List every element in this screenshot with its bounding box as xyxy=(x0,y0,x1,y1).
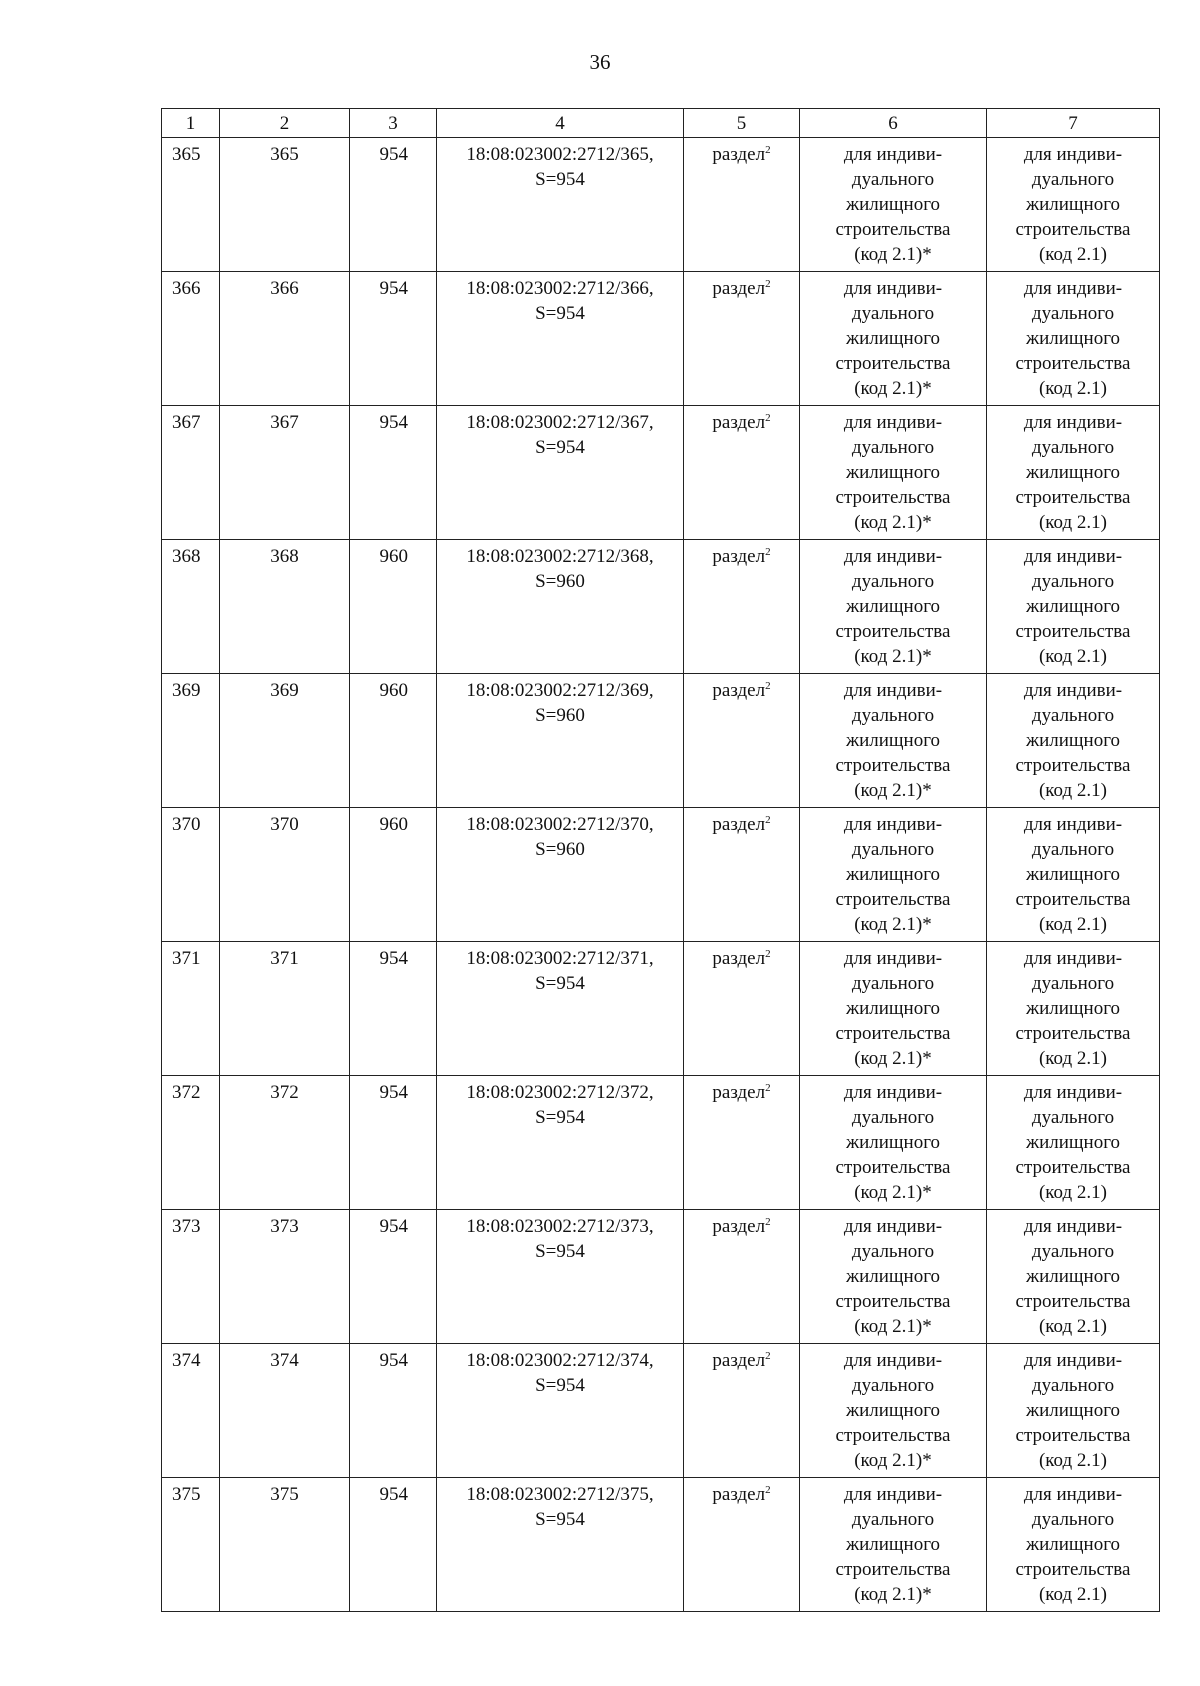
use-type-line: дуального xyxy=(851,1375,935,1396)
row-number-cell: 372 xyxy=(162,1076,220,1210)
cadastral-area: S=954 xyxy=(535,437,585,458)
cadastral-area: S=954 xyxy=(535,1107,585,1128)
cadastral-number: 18:08:023002:2712/373, xyxy=(466,1216,654,1237)
land-plot-table xyxy=(161,108,1160,1612)
footnote-mark: 2 xyxy=(765,1082,771,1094)
cadastral-area: S=960 xyxy=(535,705,585,726)
row-number-cell: 367 xyxy=(162,406,220,540)
cadastral-number: 18:08:023002:2712/370, xyxy=(466,814,654,835)
permitted-use-cell xyxy=(987,1076,1160,1210)
permitted-use-line: для индиви- xyxy=(1023,948,1123,969)
use-type-line: строительства xyxy=(835,1425,951,1446)
use-type-cell xyxy=(800,1210,987,1344)
section-label: раздел xyxy=(712,1350,766,1371)
permitted-use-line: дуального xyxy=(1031,1107,1115,1128)
column-header: 7 xyxy=(987,109,1160,138)
table-row xyxy=(162,540,1160,674)
use-type-line: жилищного xyxy=(845,194,941,215)
permitted-use-line: строительства xyxy=(1015,219,1131,240)
table-row xyxy=(162,1344,1160,1478)
cadastral-area: S=954 xyxy=(535,303,585,324)
area-cell: 954 xyxy=(350,1210,437,1344)
column-header: 3 xyxy=(350,109,437,138)
use-type-cell xyxy=(800,1478,987,1612)
cadastral-number: 18:08:023002:2712/374, xyxy=(466,1350,654,1371)
cadastral-cell xyxy=(437,138,684,272)
row-number-cell: 366 xyxy=(162,272,220,406)
cadastral-number: 18:08:023002:2712/372, xyxy=(466,1082,654,1103)
permitted-use-line: строительства xyxy=(1015,1559,1131,1580)
permitted-use-line: строительства xyxy=(1015,1425,1131,1446)
row-number-cell: 370 xyxy=(162,808,220,942)
use-type-line: дуального xyxy=(851,705,935,726)
table-row xyxy=(162,138,1160,272)
table-row xyxy=(162,1210,1160,1344)
permitted-use-line: (код 2.1) xyxy=(1038,244,1108,265)
use-type-line: строительства xyxy=(835,353,951,374)
plot-number-cell: 370 xyxy=(220,808,350,942)
table-row xyxy=(162,942,1160,1076)
permitted-use-cell xyxy=(987,1478,1160,1612)
use-type-line: (код 2.1)* xyxy=(854,1450,932,1471)
permitted-use-line: для индиви- xyxy=(1023,278,1123,299)
area-cell: 954 xyxy=(350,272,437,406)
permitted-use-line: (код 2.1) xyxy=(1038,1316,1108,1337)
use-type-line: для индиви- xyxy=(843,1216,943,1237)
use-type-line: (код 2.1)* xyxy=(854,244,932,265)
cadastral-area: S=954 xyxy=(535,973,585,994)
use-type-line: для индиви- xyxy=(843,814,943,835)
area-cell: 954 xyxy=(350,942,437,1076)
use-type-line: строительства xyxy=(835,1157,951,1178)
row-number-cell: 371 xyxy=(162,942,220,1076)
permitted-use-line: жилищного xyxy=(1025,1132,1121,1153)
table-row xyxy=(162,808,1160,942)
cadastral-cell xyxy=(437,808,684,942)
footnote-mark: 2 xyxy=(765,1350,771,1362)
use-type-line: дуального xyxy=(851,169,935,190)
permitted-use-line: для индиви- xyxy=(1023,144,1123,165)
section-cell xyxy=(684,1344,800,1478)
use-type-line: строительства xyxy=(835,487,951,508)
use-type-line: жилищного xyxy=(845,1132,941,1153)
permitted-use-line: (код 2.1) xyxy=(1038,1182,1108,1203)
row-number-cell: 365 xyxy=(162,138,220,272)
section-label: раздел xyxy=(712,1216,766,1237)
permitted-use-cell xyxy=(987,272,1160,406)
footnote-mark: 2 xyxy=(765,278,771,290)
permitted-use-line: строительства xyxy=(1015,889,1131,910)
plot-number-cell: 366 xyxy=(220,272,350,406)
permitted-use-cell xyxy=(987,540,1160,674)
use-type-line: (код 2.1)* xyxy=(854,512,932,533)
row-number-cell: 369 xyxy=(162,674,220,808)
cadastral-cell xyxy=(437,1210,684,1344)
cadastral-number: 18:08:023002:2712/369, xyxy=(466,680,654,701)
permitted-use-line: (код 2.1) xyxy=(1038,512,1108,533)
use-type-line: жилищного xyxy=(845,462,941,483)
permitted-use-line: жилищного xyxy=(1025,730,1121,751)
permitted-use-line: строительства xyxy=(1015,353,1131,374)
permitted-use-line: жилищного xyxy=(1025,194,1121,215)
permitted-use-cell xyxy=(987,1210,1160,1344)
permitted-use-line: (код 2.1) xyxy=(1038,1048,1108,1069)
permitted-use-cell xyxy=(987,808,1160,942)
section-cell xyxy=(684,674,800,808)
section-cell xyxy=(684,1210,800,1344)
area-cell: 954 xyxy=(350,1478,437,1612)
permitted-use-line: строительства xyxy=(1015,1157,1131,1178)
cadastral-cell xyxy=(437,674,684,808)
area-cell: 960 xyxy=(350,808,437,942)
table-row xyxy=(162,1076,1160,1210)
cadastral-cell xyxy=(437,1344,684,1478)
permitted-use-line: (код 2.1) xyxy=(1038,646,1108,667)
permitted-use-cell xyxy=(987,942,1160,1076)
use-type-line: строительства xyxy=(835,1559,951,1580)
section-cell xyxy=(684,406,800,540)
cadastral-number: 18:08:023002:2712/367, xyxy=(466,412,654,433)
permitted-use-line: дуального xyxy=(1031,1375,1115,1396)
use-type-line: строительства xyxy=(835,1291,951,1312)
use-type-line: жилищного xyxy=(845,1534,941,1555)
section-label: раздел xyxy=(712,1484,766,1505)
cadastral-number: 18:08:023002:2712/366, xyxy=(466,278,654,299)
plot-number-cell: 375 xyxy=(220,1478,350,1612)
permitted-use-cell xyxy=(987,138,1160,272)
permitted-use-line: (код 2.1) xyxy=(1038,378,1108,399)
footnote-mark: 2 xyxy=(765,1216,771,1228)
plot-number-cell: 374 xyxy=(220,1344,350,1478)
use-type-line: (код 2.1)* xyxy=(854,1048,932,1069)
use-type-line: строительства xyxy=(835,219,951,240)
cadastral-number: 18:08:023002:2712/371, xyxy=(466,948,654,969)
permitted-use-line: строительства xyxy=(1015,1023,1131,1044)
permitted-use-line: для индиви- xyxy=(1023,680,1123,701)
column-header: 1 xyxy=(162,109,220,138)
table-row xyxy=(162,406,1160,540)
use-type-line: дуального xyxy=(851,973,935,994)
footnote-mark: 2 xyxy=(765,680,771,692)
cadastral-area: S=960 xyxy=(535,839,585,860)
plot-number-cell: 369 xyxy=(220,674,350,808)
cadastral-number: 18:08:023002:2712/368, xyxy=(466,546,654,567)
permitted-use-line: дуального xyxy=(1031,1241,1115,1262)
use-type-line: дуального xyxy=(851,1107,935,1128)
permitted-use-cell xyxy=(987,1344,1160,1478)
cadastral-area: S=954 xyxy=(535,169,585,190)
row-number-cell: 368 xyxy=(162,540,220,674)
use-type-line: для индиви- xyxy=(843,546,943,567)
permitted-use-line: строительства xyxy=(1015,621,1131,642)
table-row xyxy=(162,272,1160,406)
use-type-line: для индиви- xyxy=(843,1484,943,1505)
use-type-line: строительства xyxy=(835,889,951,910)
permitted-use-line: (код 2.1) xyxy=(1038,1584,1108,1605)
table-row xyxy=(162,1478,1160,1612)
use-type-line: жилищного xyxy=(845,596,941,617)
section-label: раздел xyxy=(712,680,766,701)
area-cell: 960 xyxy=(350,540,437,674)
permitted-use-cell xyxy=(987,674,1160,808)
section-label: раздел xyxy=(712,144,766,165)
permitted-use-line: дуального xyxy=(1031,1509,1115,1530)
use-type-cell xyxy=(800,540,987,674)
use-type-line: (код 2.1)* xyxy=(854,1584,932,1605)
use-type-line: строительства xyxy=(835,755,951,776)
use-type-line: строительства xyxy=(835,1023,951,1044)
area-cell: 954 xyxy=(350,1344,437,1478)
column-header: 5 xyxy=(684,109,800,138)
permitted-use-line: жилищного xyxy=(1025,596,1121,617)
footnote-mark: 2 xyxy=(765,1484,771,1496)
area-cell: 954 xyxy=(350,138,437,272)
table-row xyxy=(162,674,1160,808)
section-cell xyxy=(684,540,800,674)
permitted-use-line: строительства xyxy=(1015,487,1131,508)
cadastral-number: 18:08:023002:2712/365, xyxy=(466,144,654,165)
section-cell xyxy=(684,808,800,942)
page-number: 36 xyxy=(589,50,611,74)
cadastral-number: 18:08:023002:2712/375, xyxy=(466,1484,654,1505)
use-type-cell xyxy=(800,1344,987,1478)
cadastral-area: S=960 xyxy=(535,571,585,592)
permitted-use-line: для индиви- xyxy=(1023,1484,1123,1505)
section-cell xyxy=(684,138,800,272)
cadastral-cell xyxy=(437,540,684,674)
cadastral-area: S=954 xyxy=(535,1375,585,1396)
permitted-use-line: дуального xyxy=(1031,839,1115,860)
permitted-use-line: жилищного xyxy=(1025,328,1121,349)
plot-number-cell: 365 xyxy=(220,138,350,272)
cadastral-cell xyxy=(437,942,684,1076)
area-cell: 960 xyxy=(350,674,437,808)
section-label: раздел xyxy=(712,948,766,969)
area-cell: 954 xyxy=(350,406,437,540)
use-type-line: дуального xyxy=(851,437,935,458)
permitted-use-line: (код 2.1) xyxy=(1038,1450,1108,1471)
use-type-cell xyxy=(800,272,987,406)
permitted-use-line: для индиви- xyxy=(1023,412,1123,433)
section-label: раздел xyxy=(712,814,766,835)
use-type-cell xyxy=(800,808,987,942)
use-type-cell xyxy=(800,1076,987,1210)
plot-number-cell: 368 xyxy=(220,540,350,674)
table-body xyxy=(162,138,1160,1612)
permitted-use-line: дуального xyxy=(1031,437,1115,458)
use-type-line: строительства xyxy=(835,621,951,642)
use-type-line: для индиви- xyxy=(843,144,943,165)
footnote-mark: 2 xyxy=(765,412,771,424)
plot-number-cell: 371 xyxy=(220,942,350,1076)
permitted-use-line: для индиви- xyxy=(1023,546,1123,567)
footnote-mark: 2 xyxy=(765,144,771,156)
plot-number-cell: 373 xyxy=(220,1210,350,1344)
footnote-mark: 2 xyxy=(765,546,771,558)
section-cell xyxy=(684,942,800,1076)
use-type-cell xyxy=(800,942,987,1076)
permitted-use-line: жилищного xyxy=(1025,1266,1121,1287)
cadastral-cell xyxy=(437,406,684,540)
area-cell: 954 xyxy=(350,1076,437,1210)
cadastral-area: S=954 xyxy=(535,1241,585,1262)
use-type-line: дуального xyxy=(851,571,935,592)
use-type-line: жилищного xyxy=(845,328,941,349)
use-type-line: жилищного xyxy=(845,998,941,1019)
permitted-use-line: строительства xyxy=(1015,1291,1131,1312)
section-cell xyxy=(684,1076,800,1210)
footnote-mark: 2 xyxy=(765,948,771,960)
use-type-line: (код 2.1)* xyxy=(854,914,932,935)
permitted-use-line: дуального xyxy=(1031,303,1115,324)
cadastral-cell xyxy=(437,1478,684,1612)
cadastral-cell xyxy=(437,272,684,406)
section-label: раздел xyxy=(712,1082,766,1103)
use-type-line: для индиви- xyxy=(843,1082,943,1103)
use-type-line: (код 2.1)* xyxy=(854,646,932,667)
permitted-use-line: жилищного xyxy=(1025,462,1121,483)
permitted-use-line: дуального xyxy=(1031,169,1115,190)
use-type-line: для индиви- xyxy=(843,948,943,969)
cadastral-area: S=954 xyxy=(535,1509,585,1530)
header-row xyxy=(162,109,1160,138)
permitted-use-line: жилищного xyxy=(1025,998,1121,1019)
use-type-cell xyxy=(800,674,987,808)
permitted-use-line: (код 2.1) xyxy=(1038,780,1108,801)
use-type-cell xyxy=(800,406,987,540)
permitted-use-line: для индиви- xyxy=(1023,1216,1123,1237)
permitted-use-line: жилищного xyxy=(1025,1400,1121,1421)
use-type-line: (код 2.1)* xyxy=(854,1316,932,1337)
plot-number-cell: 367 xyxy=(220,406,350,540)
permitted-use-line: жилищного xyxy=(1025,1534,1121,1555)
permitted-use-line: для индиви- xyxy=(1023,1350,1123,1371)
column-header: 6 xyxy=(800,109,987,138)
use-type-line: дуального xyxy=(851,303,935,324)
use-type-line: (код 2.1)* xyxy=(854,1182,932,1203)
permitted-use-line: дуального xyxy=(1031,571,1115,592)
permitted-use-line: для индиви- xyxy=(1023,1082,1123,1103)
plot-number-cell: 372 xyxy=(220,1076,350,1210)
column-header: 2 xyxy=(220,109,350,138)
permitted-use-line: дуального xyxy=(1031,973,1115,994)
section-cell xyxy=(684,272,800,406)
permitted-use-cell xyxy=(987,406,1160,540)
use-type-line: жилищного xyxy=(845,864,941,885)
use-type-cell xyxy=(800,138,987,272)
use-type-line: жилищного xyxy=(845,730,941,751)
row-number-cell: 373 xyxy=(162,1210,220,1344)
permitted-use-line: жилищного xyxy=(1025,864,1121,885)
permitted-use-line: (код 2.1) xyxy=(1038,914,1108,935)
use-type-line: жилищного xyxy=(845,1400,941,1421)
section-label: раздел xyxy=(712,546,766,567)
column-header: 4 xyxy=(437,109,684,138)
use-type-line: для индиви- xyxy=(843,412,943,433)
use-type-line: (код 2.1)* xyxy=(854,780,932,801)
use-type-line: (код 2.1)* xyxy=(854,378,932,399)
row-number-cell: 374 xyxy=(162,1344,220,1478)
section-cell xyxy=(684,1478,800,1612)
use-type-line: для индиви- xyxy=(843,278,943,299)
use-type-line: дуального xyxy=(851,1241,935,1262)
permitted-use-line: дуального xyxy=(1031,705,1115,726)
use-type-line: жилищного xyxy=(845,1266,941,1287)
use-type-line: для индиви- xyxy=(843,680,943,701)
section-label: раздел xyxy=(712,278,766,299)
row-number-cell: 375 xyxy=(162,1478,220,1612)
cadastral-cell xyxy=(437,1076,684,1210)
use-type-line: для индиви- xyxy=(843,1350,943,1371)
footnote-mark: 2 xyxy=(765,814,771,826)
use-type-line: дуального xyxy=(851,839,935,860)
section-label: раздел xyxy=(712,412,766,433)
use-type-line: дуального xyxy=(851,1509,935,1530)
permitted-use-line: строительства xyxy=(1015,755,1131,776)
permitted-use-line: для индиви- xyxy=(1023,814,1123,835)
